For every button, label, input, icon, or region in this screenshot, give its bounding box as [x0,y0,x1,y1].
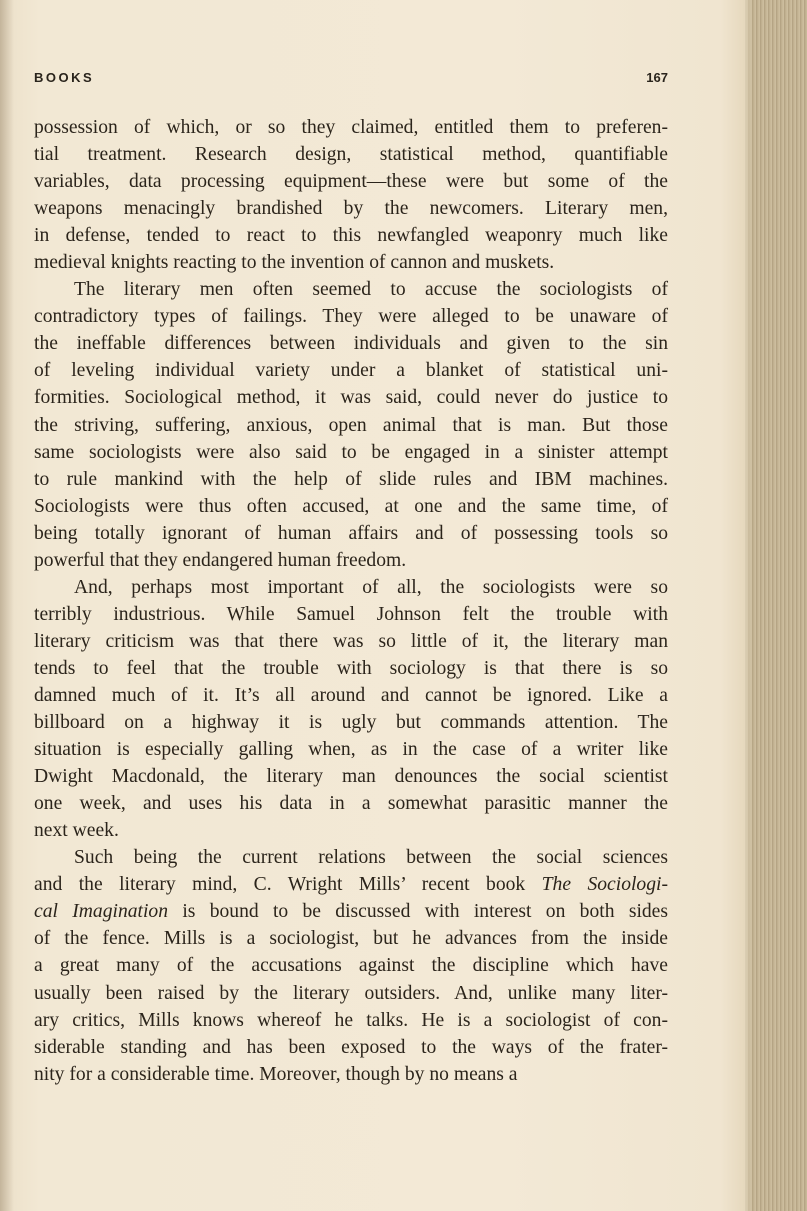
text-line: same sociologists were also said to be engaged in a sinister attempt [34,441,668,463]
running-head [34,70,668,90]
text-line: one week, and uses his data in a somewhat parasitic manner the [34,793,668,815]
text-line: Sociologists were thus often accused, at one and the same time, of [34,495,668,517]
text-line: formities. Sociological method, it was said, could never do justice to [34,387,668,409]
text-line: cal Imagination is bound to be discussed with interest on both sides [34,901,669,923]
paragraph [34,844,668,1087]
text-line: variables, data processing equipment—these were but some of the [34,171,668,193]
text-line: tial treatment. Research design, statistical method, quantifiable [34,144,668,166]
text-line: and the literary mind, C. Wright Mills’ recent book The Sociologi- [34,874,668,896]
text-line: siderable standing and has been exposed to the ways of the frater- [34,1036,668,1058]
text-line: the striving, suffering, anxious, open animal that is man. But those [34,414,668,436]
paragraph [34,574,668,844]
paragraph [34,276,668,574]
text-line: to rule mankind with the help of slide rules and IBM machines. [34,468,668,490]
text-line: terribly industrious. While Samuel Johnson felt the trouble with [34,603,668,625]
page-edges [745,0,807,1211]
text-line: ary critics, Mills knows whereof he talks. He is a sociologist of con- [34,1009,668,1031]
text-line: of leveling individual variety under a blanket of statistical uni- [34,360,668,382]
text-line: And, perhaps most important of all, the sociologists were so [74,576,668,598]
text-line: being totally ignorant of human affairs and of possessing tools so [34,522,668,544]
paragraph [34,114,668,276]
text-line: powerful that they endangered human freedom. [34,549,407,571]
text-line: weapons menacingly brandished by the newcomers. Literary men, [34,198,668,220]
running-title: BOOKS [34,70,95,85]
text-line: the ineffable differences between individuals and given to the sin [34,333,668,355]
text-line: nity for a considerable time. Moreover, though by no means a [34,1063,518,1085]
text-line: literary criticism was that there was so little of it, the literary man [34,630,668,652]
text-line: Dwight Macdonald, the literary man denounces the social scientist [34,766,668,788]
text-line: possession of which, or so they claimed, entitled them to preferen- [34,117,668,138]
text-line: Such being the current relations between the social sciences [74,847,668,869]
page-number: 167 [646,70,668,85]
spine-shadow [0,0,14,1211]
text-line: next week. [34,820,119,842]
text-line: of the fence. Mills is a sociologist, but he advances from the inside [34,928,668,950]
book-title-italic: The Sociologi- [541,874,668,896]
book-title-italic: cal Imagination [34,901,169,923]
text-line: a great many of the accusations against the discipline which have [34,955,668,977]
text-line: usually been raised by the literary outsiders. And, unlike many liter- [34,982,668,1004]
text-line: tends to feel that the trouble with sociology is that there is so [34,657,668,679]
text-line: The literary men often seemed to accuse the sociologists of [74,279,668,301]
text-line: damned much of it. It’s all around and cannot be ignored. Like a [34,684,668,706]
text-line: billboard on a highway it is ugly but commands attention. The [34,712,668,734]
text-line: in defense, tended to react to this newfangled weaponry much like [34,225,668,247]
body-text [34,114,668,1088]
text-line: medieval knights reacting to the invention of cannon and muskets. [34,252,555,274]
text-line: contradictory types of failings. They were alleged to be unaware of [34,306,668,328]
text-line: situation is especially galling when, as in the case of a writer like [34,739,668,761]
